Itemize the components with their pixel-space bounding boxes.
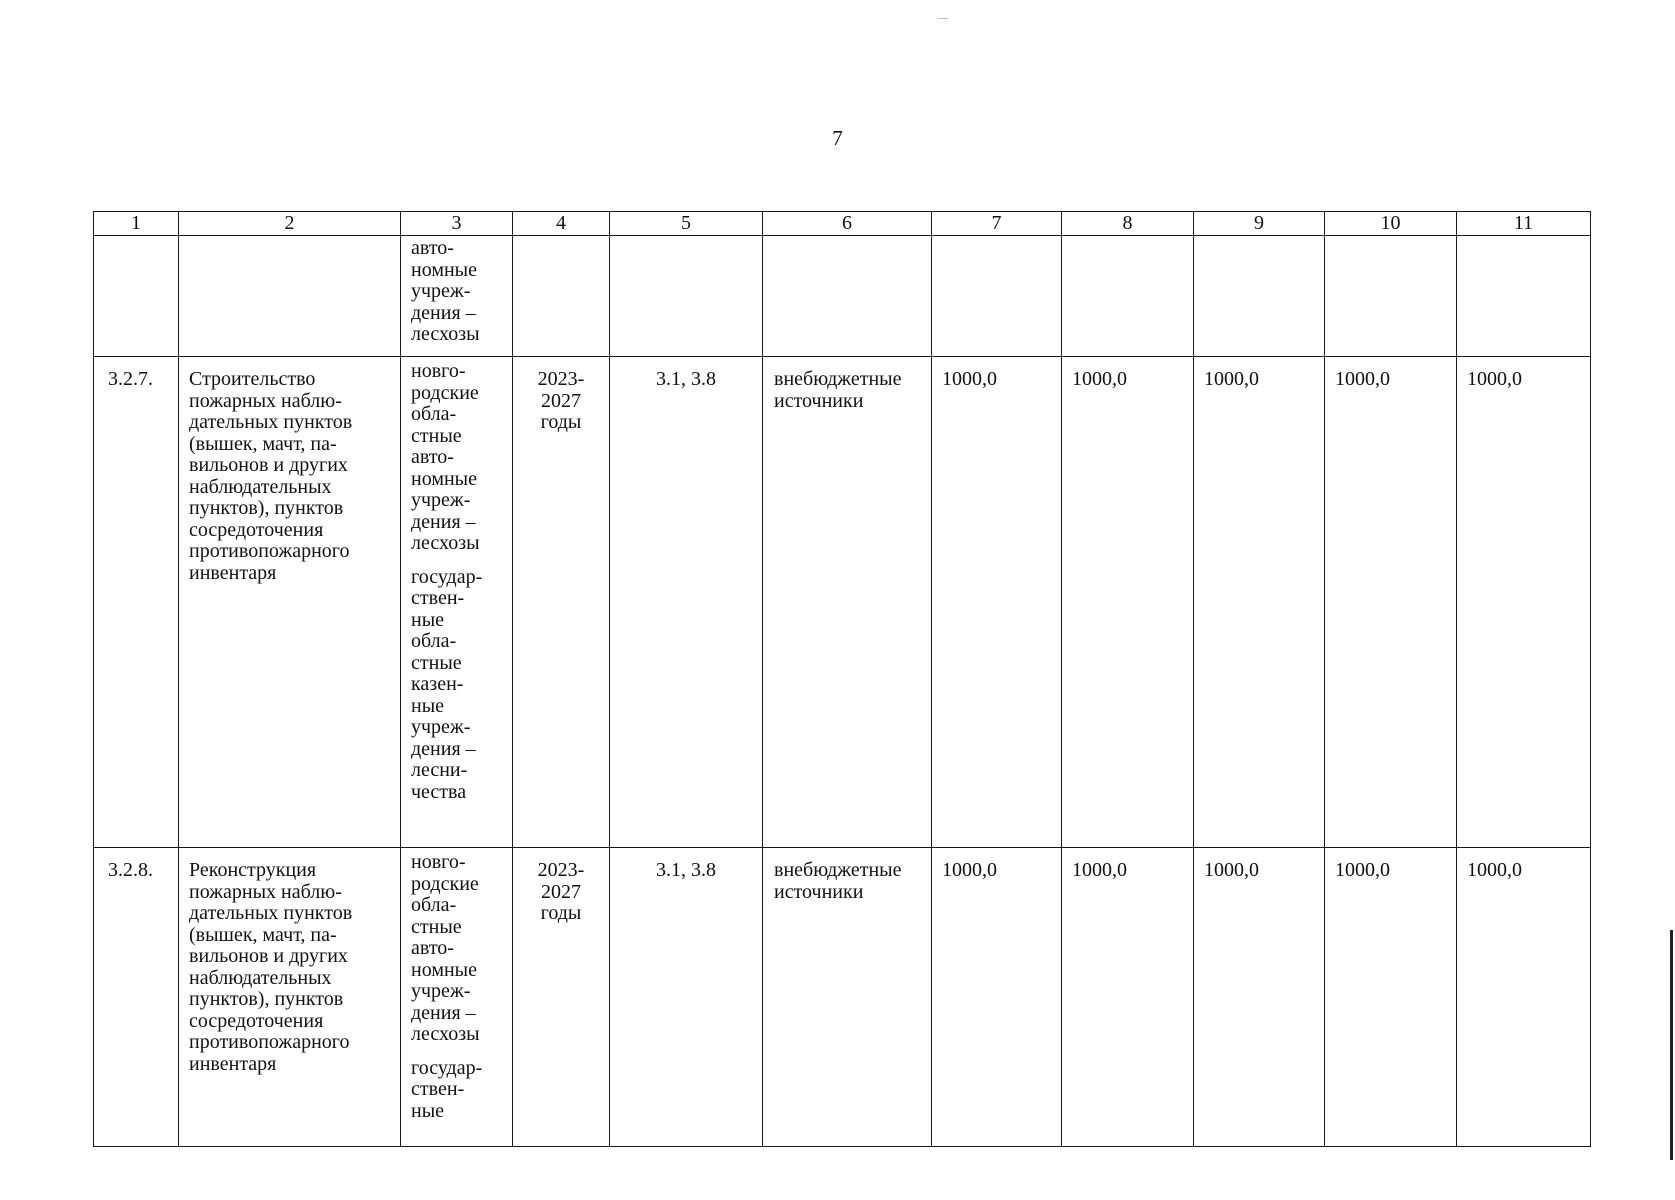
activities-table xyxy=(93,211,1591,1147)
funding-source: внебюджетные источники xyxy=(763,357,932,848)
executor-cell xyxy=(401,848,513,1147)
table-row xyxy=(94,357,1591,848)
executor-cell xyxy=(401,357,513,848)
funding-source: внебюджетные источники xyxy=(763,848,932,1147)
item-number: 3.2.7. xyxy=(94,357,179,848)
table-cell xyxy=(179,236,401,357)
column-number: 1 xyxy=(94,212,179,236)
item-number: 3.2.8. xyxy=(94,848,179,1147)
column-number: 4 xyxy=(513,212,610,236)
table-cell xyxy=(513,236,610,357)
executor-text: государ- ствен- ные обла- стные казен- ные учреж- дения – лесни- чества xyxy=(411,565,483,803)
table-cell xyxy=(1062,236,1194,357)
table-cell xyxy=(610,236,763,357)
amount-value: 1000,0 xyxy=(1325,357,1457,848)
table-cell xyxy=(763,236,932,357)
amount-value: 1000,0 xyxy=(932,357,1062,848)
column-number-row xyxy=(94,212,1591,236)
period: 2023- 2027 годы xyxy=(513,357,610,848)
amount-value: 1000,0 xyxy=(1457,848,1591,1147)
amount-value: 1000,0 xyxy=(1062,357,1194,848)
column-number: 8 xyxy=(1062,212,1194,236)
amount-value: 1000,0 xyxy=(1194,357,1325,848)
table-cell xyxy=(1194,236,1325,357)
amount-value: 1000,0 xyxy=(1194,848,1325,1147)
period: 2023- 2027 годы xyxy=(513,848,610,1147)
table-cell xyxy=(1457,236,1591,357)
column-number: 5 xyxy=(610,212,763,236)
target-indicators: 3.1, 3.8 xyxy=(610,848,763,1147)
amount-value: 1000,0 xyxy=(1325,848,1457,1147)
column-number: 7 xyxy=(932,212,1062,236)
scan-edge-bar xyxy=(1670,930,1673,1160)
target-indicators: 3.1, 3.8 xyxy=(610,357,763,848)
executor-text: авто- номные учреж- дения – лесхозы xyxy=(411,237,480,345)
executor-text: новго- родские обла- стные авто- номные учреж- дения – лесхозы xyxy=(411,360,480,554)
page-number: 7 xyxy=(832,126,843,150)
executor-cell xyxy=(401,236,513,357)
table-cell xyxy=(94,236,179,357)
executor-text: государ- ствен- ные xyxy=(411,1056,483,1122)
table-cell xyxy=(1325,236,1457,357)
column-number: 11 xyxy=(1457,212,1591,236)
activity-name: Реконструкция пожарных наблю- дательных пунктов (вышек, мачт, па- вильонов и других наблюдательных пунктов), пунктов сосредоточения противопожарного инвентаря xyxy=(179,848,401,1147)
scan-mark xyxy=(938,18,948,19)
column-number: 3 xyxy=(401,212,513,236)
column-number: 10 xyxy=(1325,212,1457,236)
amount-value: 1000,0 xyxy=(932,848,1062,1147)
column-number: 9 xyxy=(1194,212,1325,236)
table-cell xyxy=(932,236,1062,357)
activity-name: Строительство пожарных наблю- дательных пунктов (вышек, мачт, па- вильонов и других наблюдательных пунктов), пунктов сосредоточения противопожарного инвентаря xyxy=(179,357,401,848)
column-number: 2 xyxy=(179,212,401,236)
executor-text: новго- родские обла- стные авто- номные учреж- дения – лесхозы xyxy=(411,851,480,1045)
table-row-continuation xyxy=(94,236,1591,357)
amount-value: 1000,0 xyxy=(1062,848,1194,1147)
table-row xyxy=(94,848,1591,1147)
amount-value: 1000,0 xyxy=(1457,357,1591,848)
column-number: 6 xyxy=(763,212,932,236)
